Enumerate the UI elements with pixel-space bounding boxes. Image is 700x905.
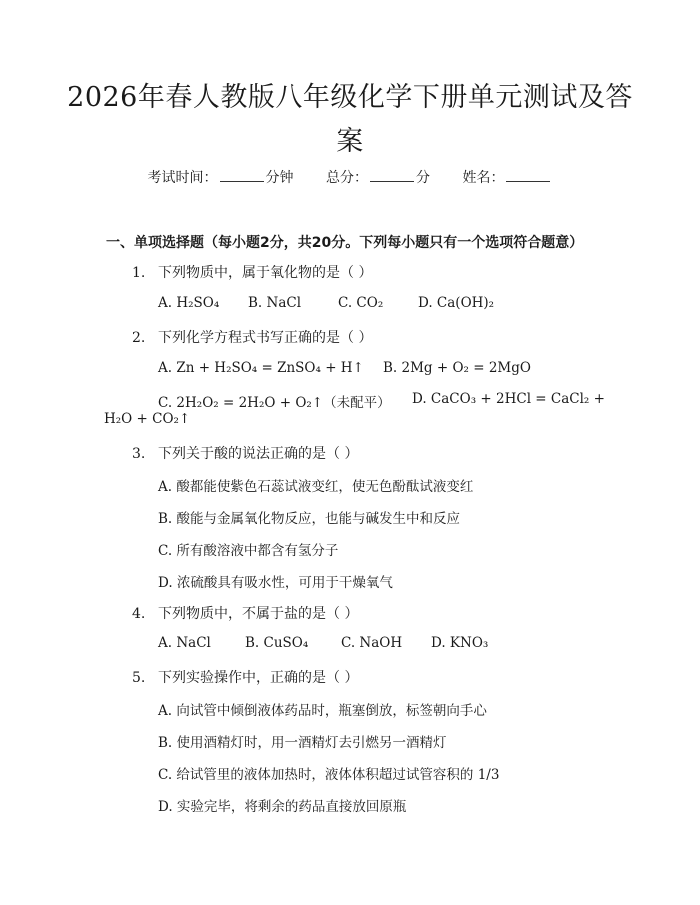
option-b[interactable]: B. 使用酒精灯时，用一酒精灯去引燃另一酒精灯 [158, 735, 447, 751]
question-stem: 下列化学方程式书写正确的是（ ） [158, 330, 373, 346]
student-name-field [462, 167, 552, 187]
exam-time-field [148, 167, 294, 187]
option-b[interactable]: B. 2Mg + O₂ = 2MgO [383, 360, 531, 376]
question-1 [132, 262, 372, 282]
option-d[interactable]: D. 浓硫酸具有吸水性，可用于干燥氧气 [158, 575, 393, 591]
exam-info-line [0, 167, 700, 187]
option-a[interactable]: A. 酸都能使紫色石蕊试液变红，使无色酚酞试液变红 [158, 479, 474, 495]
question-number: 1. [132, 265, 146, 281]
total-score-field [326, 167, 430, 187]
option-d[interactable]: D. CaCO₃ + 2HCl = CaCl₂ + [412, 391, 605, 407]
option-d-continuation: H₂O + CO₂↑ [104, 411, 191, 427]
question-3 [132, 443, 358, 463]
option-b[interactable]: B. NaCl [248, 295, 302, 311]
question-5 [132, 667, 358, 687]
question-4 [132, 603, 358, 623]
option-d[interactable]: D. Ca(OH)₂ [418, 295, 495, 311]
question-stem: 下列实验操作中，正确的是（ ） [158, 670, 359, 686]
page-title: 2026年春人教版八年级化学下册单元测试及答案 [67, 82, 633, 157]
option-c[interactable]: C. 给试管里的液体加热时，液体体积超过试管容积的 1/3 [158, 767, 500, 783]
total-score-unit: 分 [416, 170, 430, 186]
option-c[interactable]: C. 2H₂O₂ = 2H₂O + O₂↑（未配平） [158, 395, 391, 411]
question-stem: 下列物质中，不属于盐的是（ ） [158, 606, 359, 622]
option-d[interactable]: D. KNO₃ [431, 635, 489, 651]
student-name-label: 姓名： [462, 170, 505, 186]
total-score-blank[interactable] [370, 169, 414, 182]
option-c[interactable]: C. NaOH [341, 635, 403, 651]
question-number: 3. [132, 446, 146, 462]
option-c[interactable]: C. 所有酸溶液中都含有氢分子 [158, 543, 339, 559]
option-a[interactable]: A. H₂SO₄ [158, 295, 220, 311]
total-score-label: 总分： [326, 170, 368, 186]
option-a[interactable]: A. 向试管中倾倒液体药品时，瓶塞倒放，标签朝向手心 [158, 703, 487, 719]
exam-time-blank[interactable] [220, 169, 264, 182]
option-d[interactable]: D. 实验完毕，将剩余的药品直接放回原瓶 [158, 799, 407, 815]
option-a[interactable]: A. Zn + H₂SO₄ = ZnSO₄ + H↑ [158, 360, 364, 376]
section-heading-single-choice: 一、单项选择题（每小题2分，共20分。下列每小题只有一个选项符合题意） [106, 235, 584, 251]
question-stem: 下列物质中，属于氧化物的是（ ） [158, 265, 373, 281]
question-number: 4. [132, 606, 146, 622]
option-c[interactable]: C. CO₂ [338, 295, 384, 311]
exam-time-unit: 分钟 [265, 170, 294, 186]
student-name-blank[interactable] [506, 169, 550, 182]
question-number: 2. [132, 330, 146, 346]
option-b[interactable]: B. CuSO₄ [245, 635, 309, 651]
question-stem: 下列关于酸的说法正确的是（ ） [158, 446, 359, 462]
question-number: 5. [132, 670, 146, 686]
question-2 [132, 327, 372, 347]
option-b[interactable]: B. 酸能与金属氧化物反应，也能与碱发生中和反应 [158, 511, 461, 527]
exam-time-label: 考试时间： [147, 170, 218, 186]
option-a[interactable]: A. NaCl [158, 635, 211, 651]
